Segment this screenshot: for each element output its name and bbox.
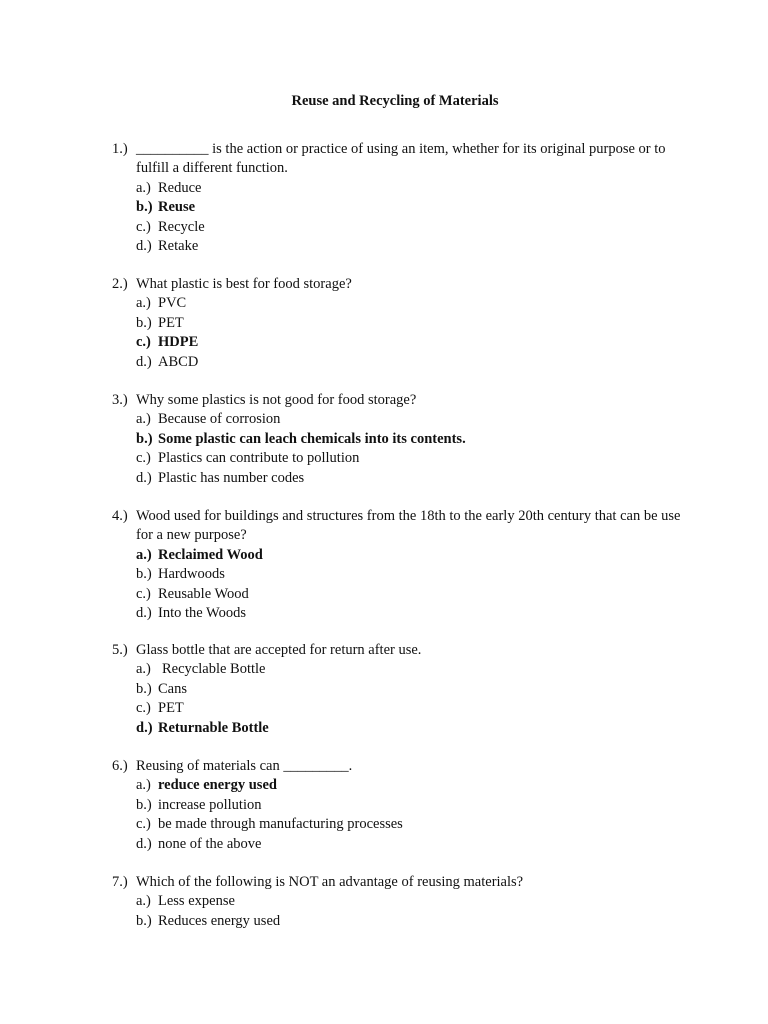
question-4 [112,507,692,623]
option-b [136,680,692,699]
question-text: Wood used for buildings and structures from the 18th to the early 20th century that can be use for a new purpose? [136,508,681,544]
option-letter: d.) [136,719,153,736]
options-list [112,776,692,854]
option-b [136,314,692,333]
option-text: Reduce [158,179,202,196]
option-letter: a.) [136,546,152,563]
option-d [136,237,692,256]
option-letter: c.) [136,585,151,602]
option-text: none of the above [158,835,262,852]
question-2 [112,275,692,372]
option-letter: d.) [136,605,152,622]
option-d [136,835,692,854]
option-text: Recycle [158,218,205,235]
option-text: Hardwoods [158,566,225,583]
question-stem [112,757,692,776]
option-letter: d.) [136,353,152,370]
option-text: Plastic has number codes [158,469,305,486]
question-number: 2.) [112,276,128,292]
option-letter: b.) [136,566,152,583]
option-a [136,546,692,565]
option-a [136,660,692,679]
option-letter: a.) [136,661,151,678]
option-letter: a.) [136,893,151,910]
option-letter: a.) [136,777,151,794]
option-b [136,565,692,584]
option-a [136,179,692,198]
question-stem [112,140,692,179]
option-text: ABCD [158,353,199,370]
question-number: 6.) [112,758,128,774]
option-text: Reclaimed Wood [158,546,263,563]
question-text: Why some plastics is not good for food storage? [136,392,417,408]
question-number: 5.) [112,642,128,658]
option-text: Into the Woods [158,605,246,622]
option-a [136,294,692,313]
question-6 [112,757,692,854]
option-c [136,699,692,718]
option-a [136,776,692,795]
option-text: Retake [158,238,199,255]
option-letter: b.) [136,796,152,813]
option-text: be made through manufacturing processes [158,816,403,833]
option-d [136,719,692,738]
option-text: Cans [158,680,187,697]
option-text: Some plastic can leach chemicals into its contents. [158,430,466,447]
option-c [136,333,692,352]
option-b [136,430,692,449]
option-text: reduce energy used [158,777,277,794]
option-letter: c.) [136,700,151,717]
option-letter: b.) [136,680,152,697]
option-letter: a.) [136,295,151,312]
option-letter: b.) [136,912,152,929]
question-number: 1.) [112,141,128,157]
option-a [136,892,692,911]
question-stem [112,873,692,892]
option-letter: b.) [136,430,153,447]
option-letter: b.) [136,314,152,331]
question-5 [112,641,692,738]
option-b [136,912,692,931]
option-letter: b.) [136,199,153,216]
option-text: Reuse [158,199,196,216]
option-letter: d.) [136,238,152,255]
option-text: Less expense [158,893,235,910]
question-1 [112,140,692,256]
option-text: PVC [158,295,187,312]
option-d [136,604,692,623]
option-text: HDPE [158,334,199,351]
question-stem [112,275,692,294]
option-letter: c.) [136,450,151,467]
question-stem [112,507,692,546]
options-list [112,892,692,931]
option-text: Returnable Bottle [158,719,269,736]
option-text: increase pollution [158,796,262,813]
option-text: PET [158,700,184,717]
option-c [136,449,692,468]
option-b [136,198,692,217]
option-d [136,353,692,372]
option-c [136,218,692,237]
option-text: Recyclable Bottle [162,661,266,678]
option-text: Reusable Wood [158,585,249,602]
question-text: Which of the following is NOT an advantage of reusing materials? [136,874,524,890]
question-text: __________ is the action or practice of using an item, whether for its original purpose or to fulfill a different function. [136,141,666,177]
question-text: Glass bottle that are accepted for return after use. [136,642,422,658]
question-stem [112,641,692,660]
question-text: Reusing of materials can _________. [136,758,353,774]
option-text: PET [158,314,184,331]
question-3 [112,391,692,488]
option-letter: c.) [136,334,151,351]
option-c [136,585,692,604]
option-text: Plastics can contribute to pollution [158,450,360,467]
option-letter: a.) [136,411,151,428]
question-number: 3.) [112,392,128,408]
question-7 [112,873,692,931]
question-text: What plastic is best for food storage? [136,276,352,292]
option-letter: d.) [136,835,152,852]
question-number: 7.) [112,874,128,890]
question-number: 4.) [112,508,128,524]
option-letter: d.) [136,469,152,486]
option-text: Because of corrosion [158,411,281,428]
options-list [112,179,692,257]
option-letter: a.) [136,179,151,196]
option-c [136,815,692,834]
option-letter: c.) [136,816,151,833]
option-d [136,469,692,488]
question-stem [112,391,692,410]
option-a [136,410,692,429]
options-list [112,660,692,738]
options-list [112,410,692,488]
option-text: Reduces energy used [158,912,281,929]
document-title: Reuse and Recycling of Materials [291,93,499,109]
options-list [112,294,692,372]
option-letter: c.) [136,218,151,235]
options-list [112,546,692,624]
option-b [136,796,692,815]
